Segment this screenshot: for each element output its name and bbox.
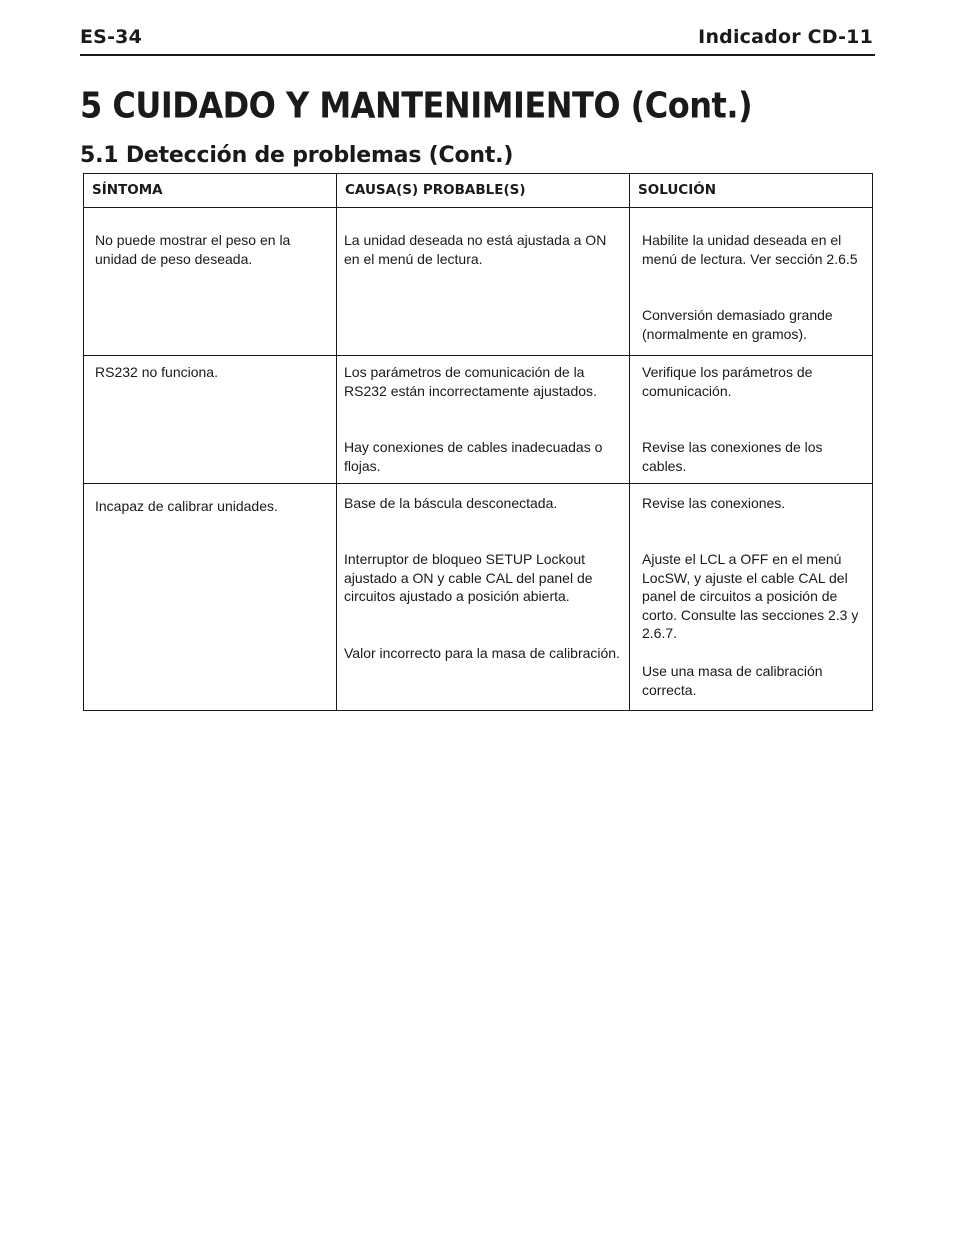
table-row [84, 484, 873, 711]
cause-text: La unidad deseada no está ajustada a ON en el menú de lectura. [344, 232, 607, 267]
header-symptom: SÍNTOMA [84, 174, 337, 208]
solution-text: Habilite la unidad deseada en el menú de lectura. Ver sección 2.6.5 [642, 232, 858, 267]
cause-cell [337, 356, 630, 484]
solution-text: Verifique los parámetros de comunicación. [642, 364, 813, 399]
solution-text: Revise las conexiones. [642, 495, 786, 511]
solution-cell [630, 484, 873, 711]
table-row [84, 356, 873, 484]
cause-text: Valor incorrecto para la masa de calibración. [344, 645, 620, 661]
table-header-row [84, 174, 873, 208]
cause-text: Base de la báscula desconectada. [344, 495, 558, 511]
cause-text: Hay conexiones de cables inadecuadas o flojas. [344, 439, 603, 474]
solution-cell [630, 356, 873, 484]
symptom-text: No puede mostrar el peso en la unidad de peso deseada. [95, 232, 291, 267]
document-name: Indicador CD-11 [698, 26, 873, 48]
cause-cell [337, 484, 630, 711]
solution-text: Conversión demasiado grande (normalmente en gramos). [642, 307, 833, 342]
symptom-text: RS232 no funciona. [95, 364, 218, 380]
solution-text: Ajuste el LCL a OFF en el menú LocSW, y ajuste el cable CAL del panel de circuitos a posición de corto. Consulte las secciones 2.3 y 2.6.7. [642, 551, 859, 642]
section-title: 5.1 Detección de problemas (Cont.) [80, 143, 514, 168]
symptom-cell [84, 208, 337, 356]
table-row [84, 208, 873, 356]
chapter-title: 5 CUIDADO Y MANTENIMIENTO (Cont.) [80, 84, 753, 127]
symptom-text: Incapaz de calibrar unidades. [95, 498, 278, 514]
header-solution: SOLUCIÓN [630, 174, 873, 208]
solution-text: Use una masa de calibración correcta. [642, 663, 823, 698]
page-header [80, 26, 875, 56]
solution-cell [630, 208, 873, 356]
header-cause: CAUSA(S) PROBABLE(S) [337, 174, 630, 208]
cause-cell [337, 208, 630, 356]
troubleshooting-table [83, 173, 873, 711]
solution-text: Revise las conexiones de los cables. [642, 439, 823, 474]
cause-text: Los parámetros de comunicación de la RS232 están incorrectamente ajustados. [344, 364, 597, 399]
symptom-cell [84, 356, 337, 484]
symptom-cell [84, 484, 337, 711]
page-number: ES-34 [80, 26, 142, 48]
cause-text: Interruptor de bloqueo SETUP Lockout ajustado a ON y cable CAL del panel de circuitos ajustado a posición abierta. [344, 551, 593, 605]
